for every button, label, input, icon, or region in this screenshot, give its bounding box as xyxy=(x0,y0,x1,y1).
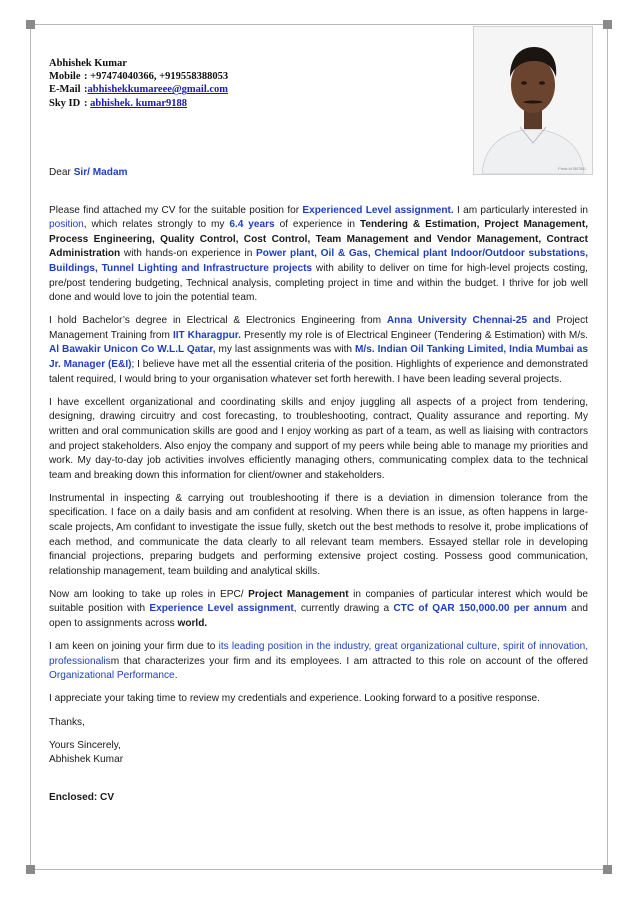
highlight-run: CTC of QAR 150,000.00 per annum xyxy=(393,603,567,615)
text-run: my last assignments was with xyxy=(215,344,355,356)
text-run: Please find attached my CV for the suitable position for xyxy=(49,204,303,216)
photo-caption: Photo Id:1807801 xyxy=(558,167,586,171)
salutation xyxy=(49,166,588,181)
email-label: E-Mail xyxy=(49,84,81,96)
email-link[interactable]: abhishekkumareee@gmail.com xyxy=(87,84,229,96)
paragraph-skills: I have excellent organizational and coordinating skills and enjoy juggling all aspects of a project from tendering, designing, drawing circuitry and cost forecasting, to troubleshooting, contract, Quality assurance and reporting. My written and oral communication skills are good and I enjoy working as part of a team, as well as liaising with contractors and project stakeholders. Also enjoy the company and support of my peers while being able to manage my priorities and work. My day-to-day job activities involves efficiently managing others, communicating complex data to the technical team and breaking down this information for client/owner and stakeholders. xyxy=(49,396,588,481)
text-run: . xyxy=(174,670,178,682)
mobile-separator: : xyxy=(84,71,91,83)
sky-id-link[interactable]: abhishek. kumar9188 xyxy=(90,97,187,109)
text-run: in companies of particular interest which would be suitable position with xyxy=(49,588,588,615)
corner-bottom-left xyxy=(26,865,35,874)
sky-line xyxy=(49,97,228,110)
salutation-recipient: Sir/ Madam xyxy=(73,167,128,178)
mobile-label: Mobile xyxy=(49,71,81,83)
border-bottom xyxy=(30,869,608,870)
thanks-line: Thanks, xyxy=(49,716,85,728)
paragraph-troubleshooting: Instrumental in inspecting & carrying out troubleshooting if there is a deviation in dimension tolerance from the specification. I face on a daily basis and am confident at resolving. When there is an issue, as often happens in large-scale projects, Am confidant to investigate the issue fully, sketch out the best methods to resolve it, probe implications of each method, and communicate the data clearly to all relevant team members. Essayed stellar role in developing financial projections, preparing budgets and performing extensive project costing. Possess good communication, relationship management, team building and analytical skills. xyxy=(49,492,588,577)
highlight-run: position xyxy=(49,219,84,231)
email-separator: : xyxy=(84,84,88,96)
text-run: and open to assignments across xyxy=(49,603,588,630)
text-run: ; I believe have met all the essential criteria of the position. Highlights of experience and demonstrated talent required, I would bring to your organisation whatever set forth herewith. I have been leading several projects. xyxy=(49,359,588,385)
highlight-run: Organizational Performance xyxy=(49,670,175,682)
signature-block xyxy=(49,739,588,768)
paragraph-motivation xyxy=(49,640,588,684)
sky-label: Sky ID xyxy=(49,97,81,109)
text-run: Project Management Training from xyxy=(49,315,588,341)
text-run: Presently my role is of Electrical Engineer (Tendering & Estimation) with M/s. xyxy=(240,329,588,341)
signature-name: Abhishek Kumar xyxy=(49,754,124,766)
highlight-run: 6.4 years xyxy=(229,219,275,231)
highlight-run: its leading position in the industry, great organizational culture, spirit of innovation, professionalis xyxy=(49,641,588,667)
highlight-run: Tendering & Estimation, Project Management, Process Engineering, Quality Control, Cost Control, Team Management and Vendor Management, Contract Administration xyxy=(49,219,588,260)
text-run: with hands-on experience in xyxy=(120,248,257,260)
text-run: I am keen on joining your firm due to xyxy=(49,641,219,653)
border-right xyxy=(607,24,608,870)
highlight-run: Project Management xyxy=(248,588,349,600)
email-line xyxy=(49,83,228,96)
person-portrait-icon xyxy=(474,27,592,174)
border-left xyxy=(30,24,31,870)
highlight-run: Al Bawakir Unicon Co W.L.L Qatar, xyxy=(49,344,216,356)
salutation-dear: Dear xyxy=(49,167,74,178)
highlight-run: Power plant, Oil & Gas, Chemical plant Indoor/Outdoor substations, Buildings, Tunnel Lighting and Infrastructure projects xyxy=(49,248,588,274)
text-run: of experience in xyxy=(274,219,360,231)
corner-top-left xyxy=(26,20,35,29)
paragraph-intro xyxy=(49,204,588,306)
paragraph-appreciation: I appreciate your taking time to review my credentials and experience. Looking forward to a positive response. xyxy=(49,693,540,705)
sender-name: Abhishek Kumar xyxy=(49,58,127,69)
paragraph-education xyxy=(49,314,588,387)
highlight-run: Anna University Chennai-25 and xyxy=(386,315,551,327)
highlight-run: IIT Kharagpur. xyxy=(172,329,241,341)
text-run: , currently drawing a xyxy=(293,603,394,615)
highlight-run: Experienced Level assignment. xyxy=(302,204,454,216)
text-run: with ability to deliver on time for high-level projects costing, pre/post tendering budgeting, Technical analysis, completing project in time and within the budget. I thrive for job well done and would love to join the potential team. xyxy=(49,262,588,304)
mobile-line xyxy=(49,70,228,83)
corner-bottom-right xyxy=(603,865,612,874)
text-run: I am particularly interested in xyxy=(453,204,588,216)
text-run: , which relates strongly to my xyxy=(83,219,230,231)
mobile-value: +97474040366, +919558388053 xyxy=(90,71,229,83)
contact-header xyxy=(49,57,228,110)
paragraph-roles xyxy=(49,588,588,632)
text-run: m that characterizes your firm and its employees. I am attracted to this role on account of the offered xyxy=(110,655,588,667)
highlight-run: world. xyxy=(177,618,208,630)
text-run: I hold Bachelor’s degree in Electrical & Electronics Engineering from xyxy=(49,315,387,327)
border-top xyxy=(30,24,608,25)
profile-photo xyxy=(473,26,593,175)
text-run: Now am looking to take up roles in EPC/ xyxy=(49,588,249,600)
closing-line: Yours Sincerely, xyxy=(49,739,121,751)
letter-body xyxy=(49,166,588,814)
enclosed-note: Enclosed: CV xyxy=(49,791,115,803)
sky-separator: : xyxy=(84,97,91,109)
corner-top-right xyxy=(603,20,612,29)
highlight-run: Experience Level assignment xyxy=(149,603,294,615)
highlight-run: M/s. Indian Oil Tanking Limited, India Mumbai as Jr. Manager (E&I) xyxy=(49,344,588,371)
